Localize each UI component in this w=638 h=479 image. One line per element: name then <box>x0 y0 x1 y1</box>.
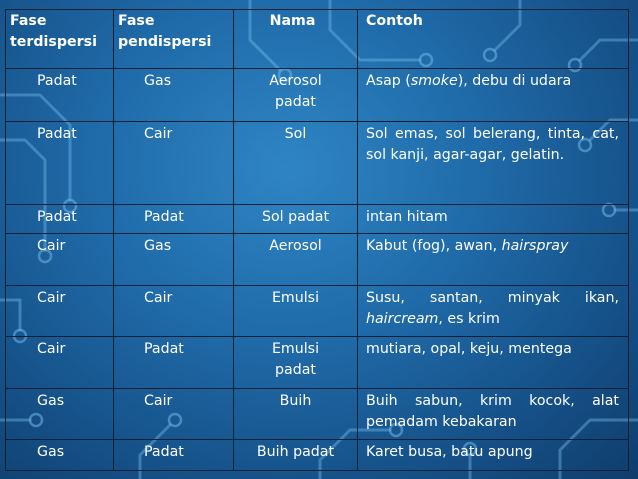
header-name-text: Nama <box>269 13 316 29</box>
cell-example <box>358 286 629 337</box>
header-dispersed-phase <box>6 10 114 69</box>
example-text: Buih sabun, krim kocok, alat pemadam kebakaran <box>366 393 619 430</box>
example-text: Sol emas, sol belerang, tinta, cat, sol kanji, agar-agar, gelatin. <box>366 126 619 163</box>
example-text: ), debu di udara <box>457 73 572 89</box>
colloid-name-line: Emulsi <box>271 290 320 306</box>
cell-dispersion-medium: Cair <box>114 122 234 205</box>
table-body <box>6 69 629 471</box>
colloid-name-line: Aerosol <box>269 238 322 254</box>
cell-dispersed-phase: Gas <box>6 389 114 440</box>
cell-colloid-name <box>234 286 358 337</box>
cell-dispersed-phase: Gas <box>6 440 114 471</box>
example-text: Karet busa, batu apung <box>366 444 533 460</box>
table-row <box>6 69 629 122</box>
table-row <box>6 286 629 337</box>
example-text: mutiara, opal, keju, mentega <box>366 341 572 357</box>
cell-dispersion-medium: Padat <box>114 205 234 234</box>
table-header <box>6 10 629 69</box>
cell-colloid-name <box>234 234 358 286</box>
example-text: Susu, santan, minyak ikan, <box>366 290 619 306</box>
cell-dispersed-phase: Padat <box>6 122 114 205</box>
colloid-name-line: Buih <box>279 393 312 409</box>
cell-dispersed-phase: Cair <box>6 286 114 337</box>
cell-dispersed-phase: Cair <box>6 337 114 389</box>
table-row <box>6 440 629 471</box>
cell-dispersion-medium: Cair <box>114 286 234 337</box>
cell-dispersion-medium: Padat <box>114 440 234 471</box>
header-medium-line-1: Fase <box>118 13 155 29</box>
table-row <box>6 337 629 389</box>
header-medium-line-2: pendispersi <box>118 34 212 50</box>
colloid-name-line: padat <box>275 362 316 378</box>
cell-dispersed-phase: Cair <box>6 234 114 286</box>
cell-colloid-name <box>234 122 358 205</box>
cell-colloid-name <box>234 389 358 440</box>
colloid-classification-table <box>5 9 629 471</box>
cell-example <box>358 389 629 440</box>
cell-example <box>358 69 629 122</box>
example-text: , es krim <box>438 311 500 327</box>
colloid-name-line: Buih padat <box>256 444 335 460</box>
cell-example <box>358 122 629 205</box>
cell-dispersion-medium: Padat <box>114 337 234 389</box>
example-italic-term: haircream <box>366 311 439 327</box>
cell-dispersion-medium: Gas <box>114 234 234 286</box>
example-text: Asap ( <box>366 73 411 89</box>
table-row <box>6 389 629 440</box>
header-dispersed-line-2: terdispersi <box>10 34 97 50</box>
cell-colloid-name <box>234 205 358 234</box>
cell-dispersion-medium: Cair <box>114 389 234 440</box>
table-row <box>6 205 629 234</box>
cell-example <box>358 440 629 471</box>
cell-example <box>358 205 629 234</box>
header-example <box>358 10 629 69</box>
example-text: intan hitam <box>366 209 448 225</box>
cell-colloid-name <box>234 440 358 471</box>
header-row <box>6 10 629 69</box>
header-dispersion-medium <box>114 10 234 69</box>
header-example-text: Contoh <box>366 13 423 29</box>
header-name <box>234 10 358 69</box>
colloid-name-line: Aerosol <box>269 73 322 89</box>
cell-colloid-name <box>234 69 358 122</box>
cell-colloid-name <box>234 337 358 389</box>
colloid-name-line: padat <box>275 94 316 110</box>
example-text: Kabut (fog), awan, <box>366 238 502 254</box>
cell-dispersed-phase: Padat <box>6 205 114 234</box>
colloid-name-line: Sol padat <box>261 209 330 225</box>
table-row <box>6 122 629 205</box>
example-italic-term: smoke <box>410 73 458 89</box>
header-dispersed-line-1: Fase <box>10 13 47 29</box>
colloid-name-line: Emulsi <box>271 341 320 357</box>
example-italic-term: hairspray <box>501 238 569 254</box>
cell-example <box>358 234 629 286</box>
colloid-name-line: Sol <box>284 126 307 142</box>
cell-dispersion-medium: Gas <box>114 69 234 122</box>
cell-dispersed-phase: Padat <box>6 69 114 122</box>
cell-example <box>358 337 629 389</box>
table-row <box>6 234 629 286</box>
